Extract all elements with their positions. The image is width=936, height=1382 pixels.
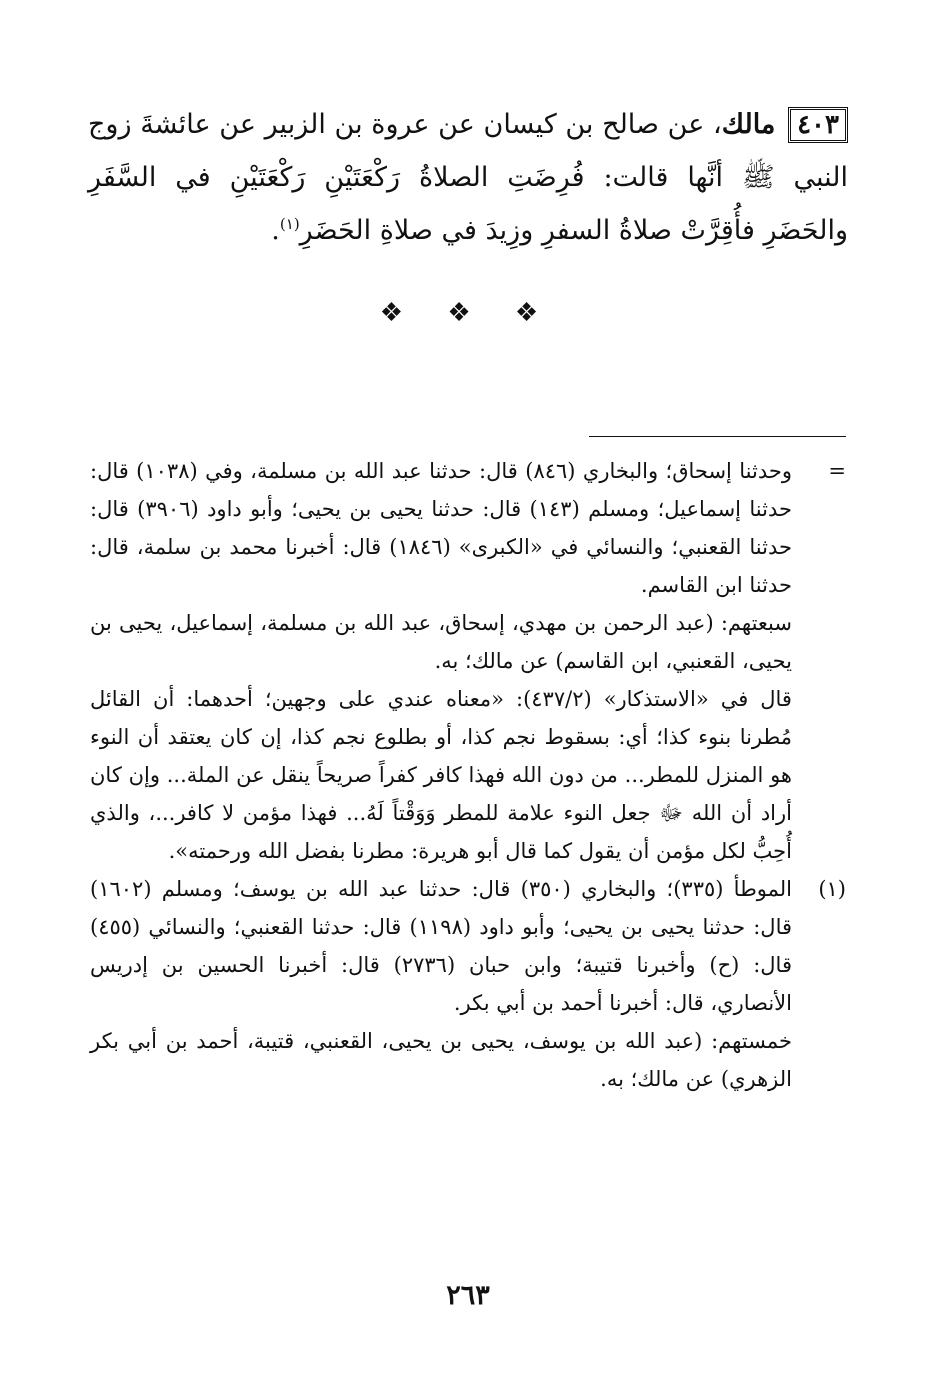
hadith-paragraph [88,98,848,257]
section-separator: ❖ ❖ ❖ [379,298,557,328]
hadith-text: ، عن صالح بن كيسان عن عروة بن الزبير عن عائشةَ زوج النبي ﷺ أنَّها قالت: فُرِضَتِ الصلاةُ رَكْعَتَيْنِ رَكْعَتَيْنِ في السَّفَرِ والحَضَرِ فأُقِرَّتْ صلاةُ السفرِ وزِيدَ في صلاةِ الحَضَرِ [88,109,848,246]
footnote-body [90,452,792,870]
footnote-continued [90,452,846,870]
footnote-paragraph: قال في «الاستذكار» (٤٣٧/٢): «معناه عندي على وجهين؛ أحدهما: أن القائل مُطرنا بنوء كذا؛ أي: بسقوط نجم كذا، أو بطلوع نجم كذا، إن كان يعتقد أن النوء هو المنزل للمطر... من دون الله فهذا كافر كفراً صريحاً ينقل عن الملة... وإن كان أراد أن الله ﷻ جعل النوء علامة للمطر وَوَقْتاً لَهُ... فهذا مؤمن لا كافر...، والذي أُحِبُّ لكل مؤمن أن يقول كما قال أبو هريرة: مطرنا بفضل الله ورحمته». [90,687,792,863]
footnote-paragraph: خمستهم: (عبد الله بن يوسف، يحيى بن يحيى، القعنبي، قتيبة، أحمد بن أبي بكر الزهري) عن مالك؛ به. [90,1029,792,1091]
page-number: ٢٦٣ [446,1280,490,1311]
footnotes [90,452,846,1098]
footnote-1 [90,870,846,1098]
footnote-reference: (١) [279,215,300,233]
hadith-end: . [271,215,280,246]
footnote-marker: (١) [818,877,846,901]
footnote-paragraph: وحدثنا إسحاق؛ والبخاري (٨٤٦) قال: حدثنا عبد الله بن مسلمة، وفي (١٠٣٨) قال: حدثنا إسماعيل؛ ومسلم (١٤٣) قال: حدثنا يحيى بن يحيى؛ وأبو داود (٣٩٠٦) قال: حدثنا القعنبي؛ والنسائي في «الكبرى» (١٨٤٦) قال: أخبرنا محمد بن سلمة، قال: حدثنا ابن القاسم. [90,459,793,597]
footnote-divider [589,436,846,437]
hadith-block [88,98,848,257]
footnote-paragraph: سبعتهم: (عبد الرحمن بن مهدي، إسحاق، عبد الله بن مسلمة، إسماعيل، يحيى بن يحيى، القعنبي، ابن القاسم) عن مالك؛ به. [90,611,792,673]
hadith-narrator: مالك [721,109,776,140]
hadith-number: ٤٠٣ [788,107,848,143]
footnote-paragraph: الموطأ (٣٣٥)؛ والبخاري (٣٥٠) قال: حدثنا عبد الله بن يوسف؛ ومسلم (١٦٠٢) قال: حدثنا يحيى بن يحيى؛ وأبو داود (١١٩٨) قال: حدثنا القعنبي؛ والنسائي (٤٥٥) قال: (ح) وأخبرنا قتيبة؛ وابن حبان (٢٧٣٦) قال: أخبرنا الحسين بن إدريس الأنصاري، قال: أخبرنا أحمد بن أبي بكر. [90,877,793,1015]
footnote-body [90,870,792,1098]
footnote-marker: = [828,459,846,483]
